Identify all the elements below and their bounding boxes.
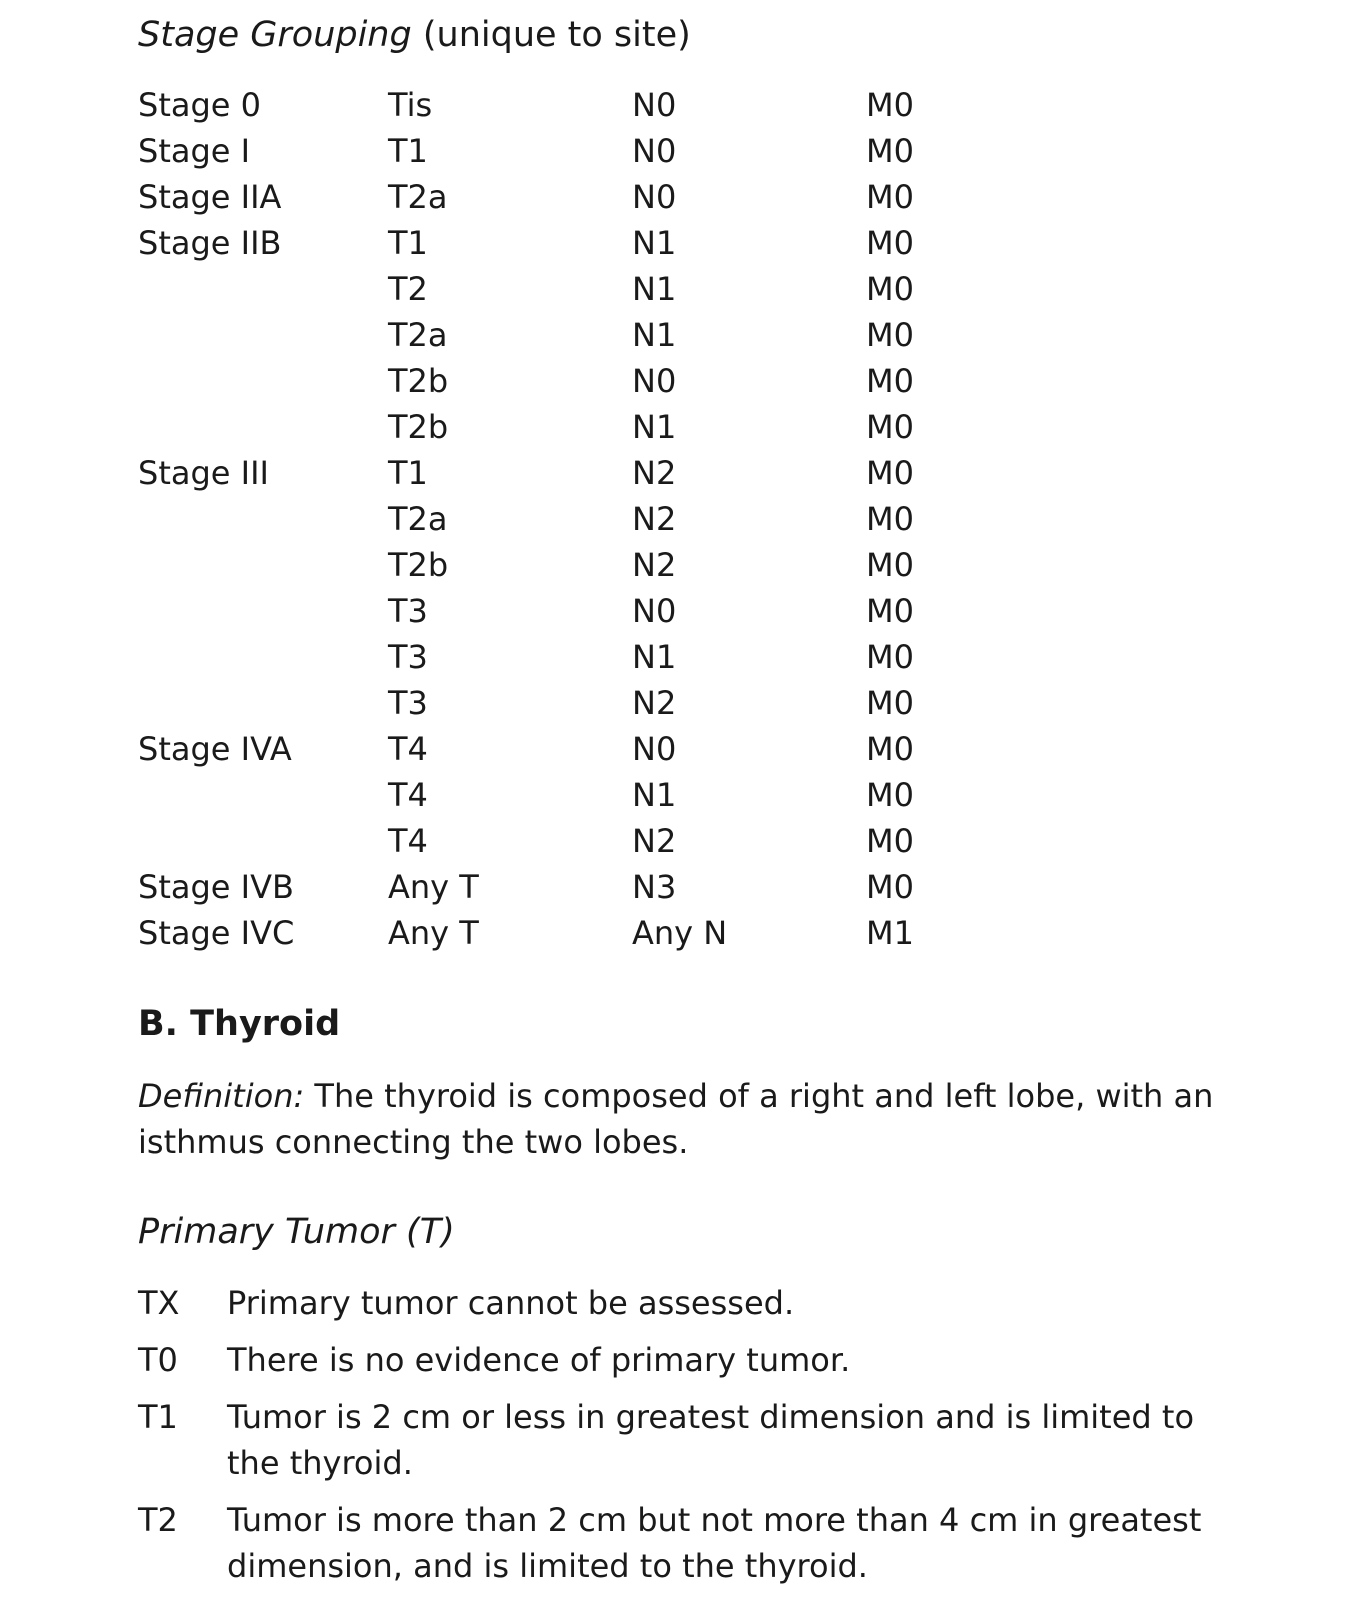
- tumor-item: [138, 1337, 1248, 1383]
- t-cell: T2b: [388, 546, 449, 584]
- m-cell: M0: [866, 454, 914, 492]
- n-cell: N3: [632, 868, 677, 906]
- m-cell: M0: [866, 270, 914, 308]
- n-cell: N2: [632, 454, 677, 492]
- n-cell: N1: [632, 638, 677, 676]
- stage-cell: Stage 0: [138, 86, 261, 124]
- tumor-description: Tumor is more than 2 cm but not more than 4 cm in greatest dimension, and is limited to the thyroid.: [227, 1501, 1202, 1585]
- t-cell: T2b: [388, 408, 449, 446]
- m-cell: M0: [866, 730, 914, 768]
- t-cell: T2: [388, 270, 428, 308]
- m-cell: M0: [866, 638, 914, 676]
- definition-label: Definition:: [138, 1077, 305, 1115]
- stage-cell: Stage IIB: [138, 224, 282, 262]
- t-cell: T4: [388, 776, 428, 814]
- n-cell: N0: [632, 592, 677, 630]
- n-cell: N2: [632, 684, 677, 722]
- t-cell: T2a: [388, 316, 448, 354]
- n-cell: N0: [632, 132, 677, 170]
- t-cell: Any T: [388, 914, 479, 952]
- tumor-code: T0: [138, 1341, 178, 1379]
- m-cell: M0: [866, 316, 914, 354]
- m-cell: M0: [866, 500, 914, 538]
- stage-cell: Stage IVC: [138, 914, 295, 952]
- n-cell: N0: [632, 86, 677, 124]
- tumor-description: There is no evidence of primary tumor.: [227, 1341, 851, 1379]
- n-cell: N1: [632, 408, 677, 446]
- t-cell: T2a: [388, 178, 448, 216]
- m-cell: M0: [866, 868, 914, 906]
- m-cell: M0: [866, 408, 914, 446]
- stage-cell: Stage IVA: [138, 730, 292, 768]
- tumor-item: [138, 1280, 1248, 1326]
- tumor-description: Tumor is 2 cm or less in greatest dimension and is limited to the thyroid.: [227, 1398, 1195, 1482]
- m-cell: M0: [866, 592, 914, 630]
- n-cell: N0: [632, 362, 677, 400]
- stage-cell: Stage I: [138, 132, 251, 170]
- tumor-item: [138, 1394, 1248, 1486]
- t-cell: T1: [388, 224, 428, 262]
- stage-cell: Stage IVB: [138, 868, 294, 906]
- primary-tumor-heading: Primary Tumor (T): [138, 1212, 455, 1252]
- stage-grouping-title-italic: Stage Grouping: [138, 15, 412, 55]
- n-cell: N1: [632, 316, 677, 354]
- t-cell: Tis: [388, 86, 433, 124]
- n-cell: N2: [632, 546, 677, 584]
- m-cell: M0: [866, 546, 914, 584]
- tumor-code: T2: [138, 1501, 178, 1539]
- t-cell: T3: [388, 638, 428, 676]
- m-cell: M0: [866, 362, 914, 400]
- m-cell: M0: [866, 224, 914, 262]
- primary-tumor-list: [138, 1280, 1248, 1600]
- m-cell: M0: [866, 86, 914, 124]
- tumor-code: TX: [138, 1284, 180, 1322]
- n-cell: N1: [632, 270, 677, 308]
- thyroid-heading: B. Thyroid: [138, 1004, 341, 1044]
- t-cell: T2a: [388, 500, 448, 538]
- n-cell: N2: [632, 822, 677, 860]
- t-cell: T3: [388, 684, 428, 722]
- t-cell: T1: [388, 454, 428, 492]
- m-cell: M0: [866, 776, 914, 814]
- t-cell: T4: [388, 822, 428, 860]
- thyroid-definition: [138, 1073, 1248, 1165]
- stage-cell: Stage IIA: [138, 178, 282, 216]
- t-cell: Any T: [388, 868, 479, 906]
- tumor-code: T1: [138, 1398, 178, 1436]
- m-cell: M0: [866, 178, 914, 216]
- t-cell: T1: [388, 132, 428, 170]
- definition-text: The thyroid is composed of a right and left lobe, with an isthmus connecting the two lobes.: [138, 1077, 1214, 1161]
- m-cell: M1: [866, 914, 914, 952]
- stage-grouping-title-suffix: (unique to site): [422, 15, 691, 55]
- n-cell: N1: [632, 224, 677, 262]
- n-cell: N0: [632, 178, 677, 216]
- m-cell: M0: [866, 684, 914, 722]
- tumor-description: Primary tumor cannot be assessed.: [227, 1284, 795, 1322]
- m-cell: M0: [866, 132, 914, 170]
- n-cell: Any N: [632, 914, 728, 952]
- tumor-item: [138, 1497, 1248, 1589]
- m-cell: M0: [866, 822, 914, 860]
- n-cell: N0: [632, 730, 677, 768]
- n-cell: N1: [632, 776, 677, 814]
- t-cell: T3: [388, 592, 428, 630]
- t-cell: T4: [388, 730, 428, 768]
- stage-cell: Stage III: [138, 454, 269, 492]
- stage-grouping-title: [138, 15, 691, 55]
- n-cell: N2: [632, 500, 677, 538]
- t-cell: T2b: [388, 362, 449, 400]
